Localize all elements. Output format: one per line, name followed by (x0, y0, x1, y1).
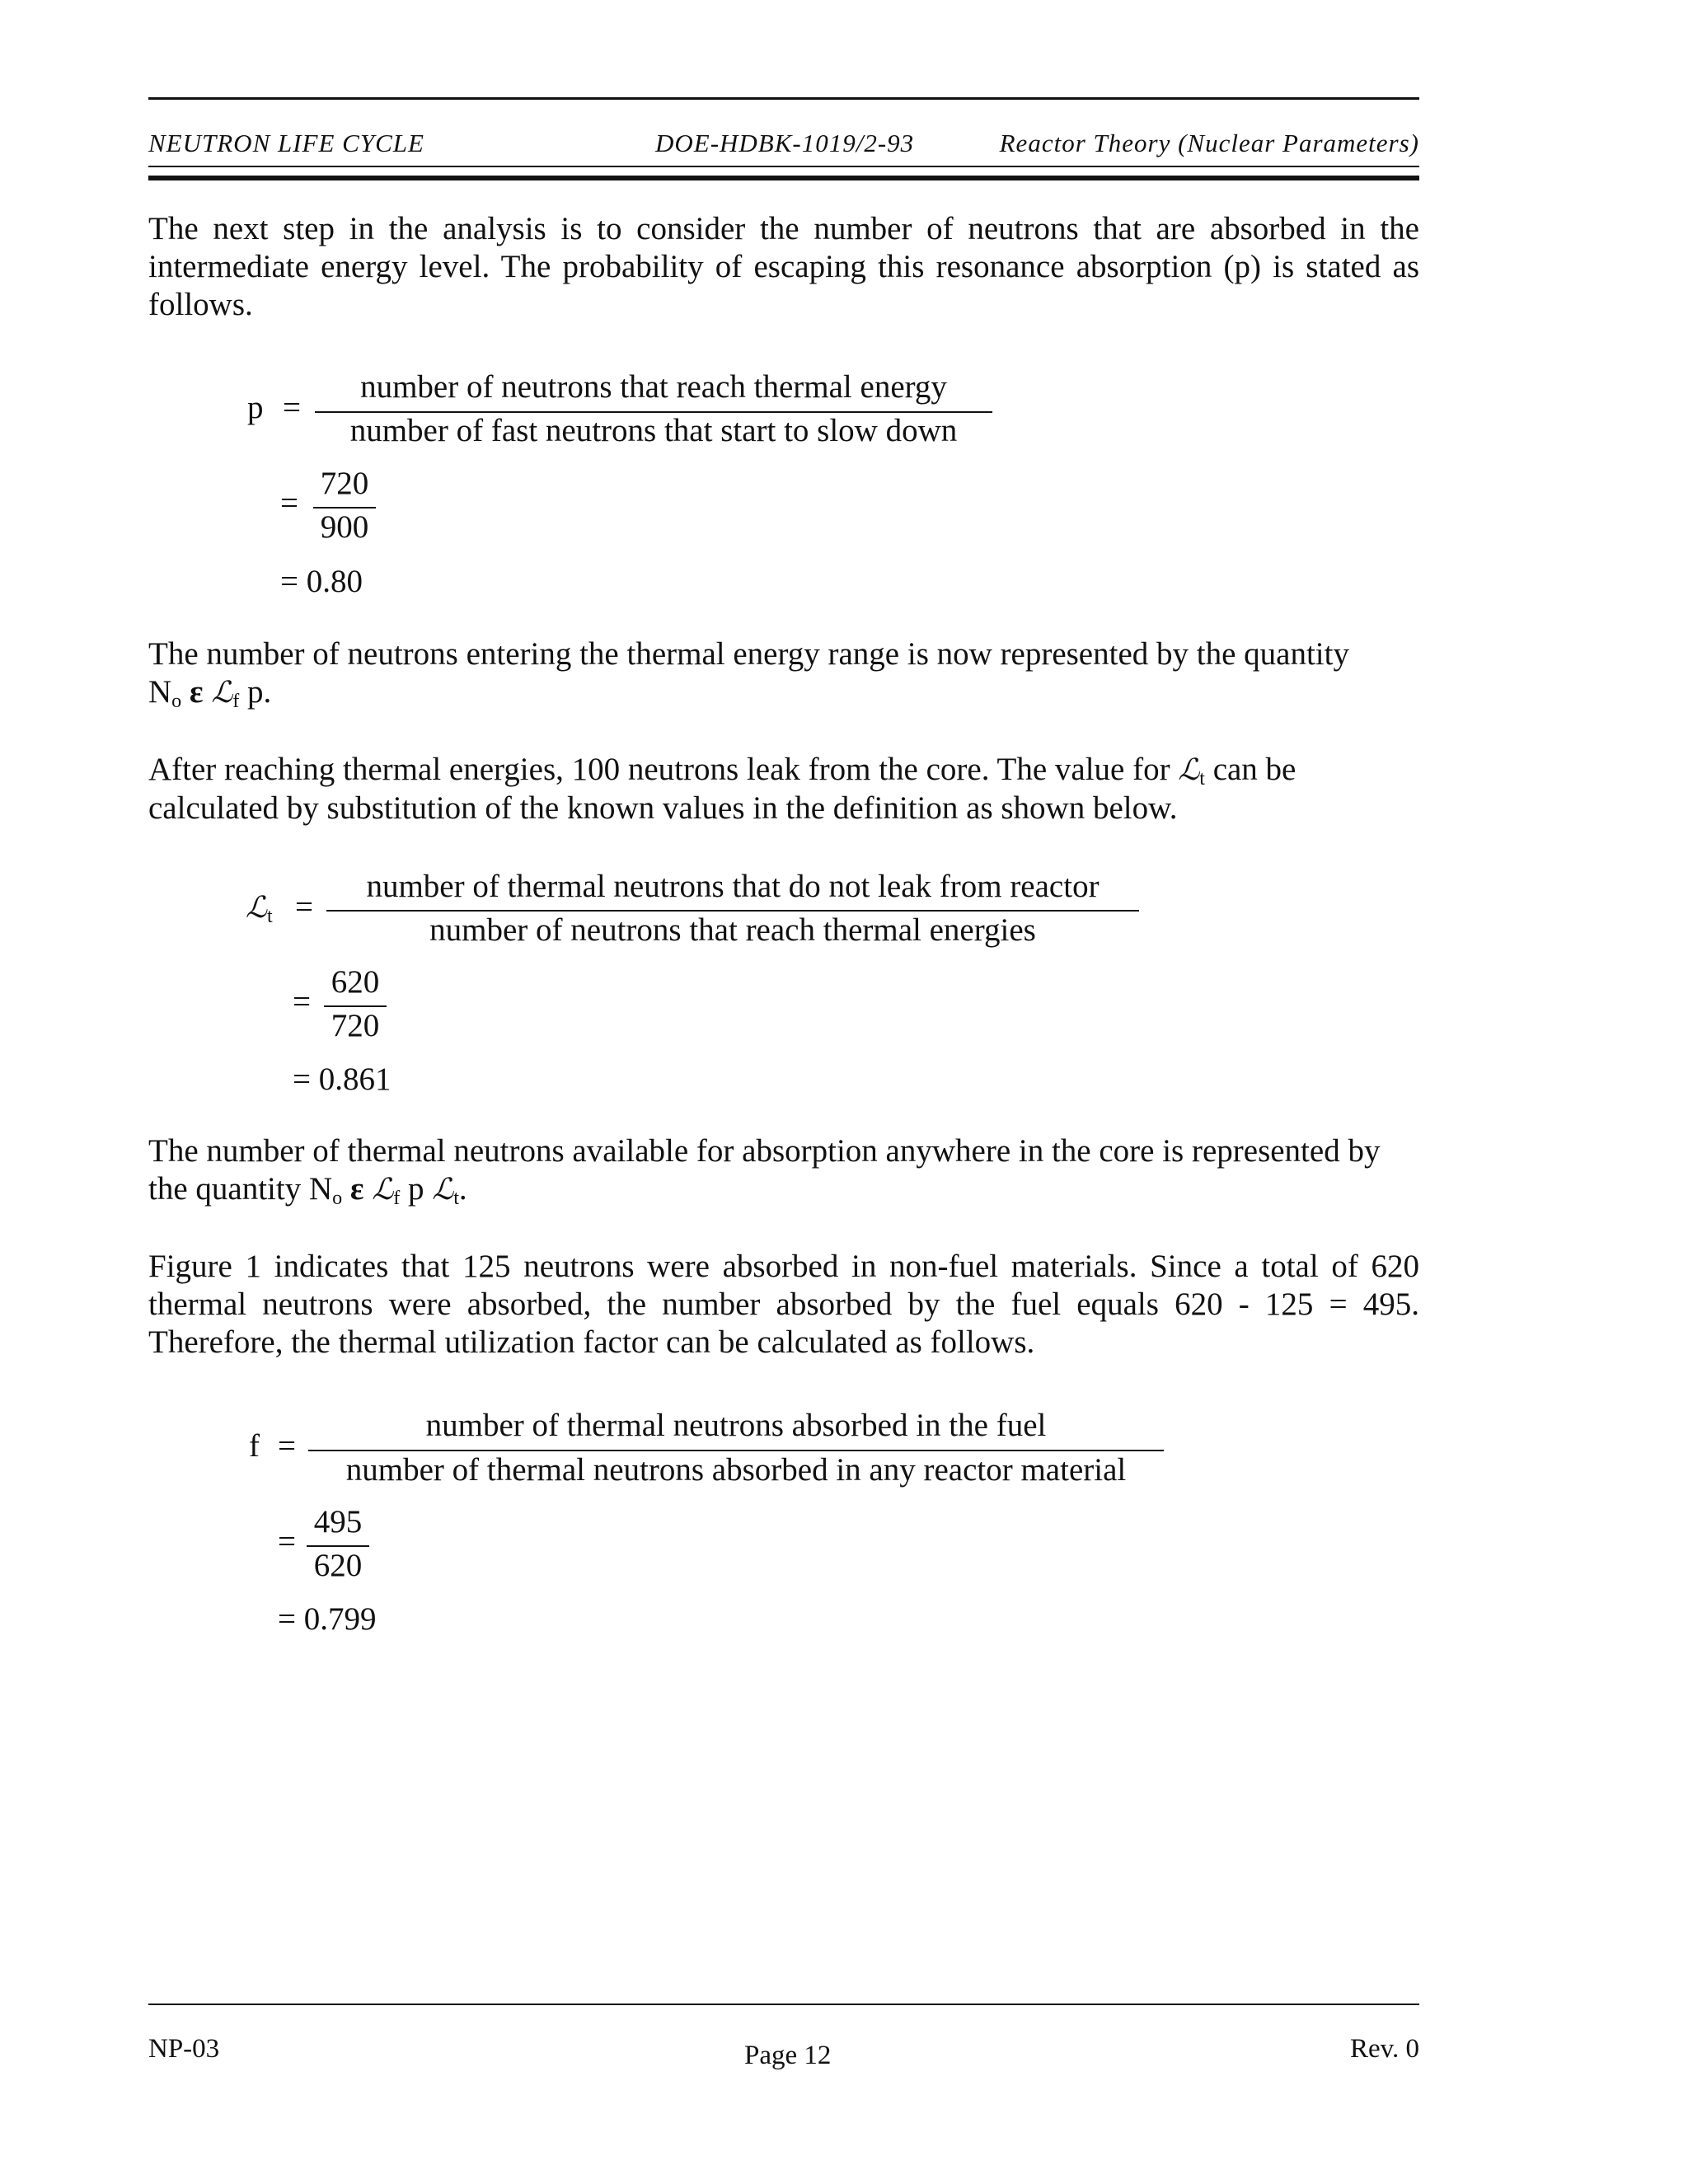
eq-p-lhs: p (247, 390, 264, 425)
eq-p-numerator: number of neutrons that reach thermal energy (360, 369, 947, 405)
eq-lt-numerator: number of thermal neutrons that do not leak from reactor (366, 869, 1100, 904)
eq-f-equals: = (278, 1428, 296, 1464)
eq-lt-equals: = (295, 889, 313, 925)
eq-p-step-denominator: 900 (320, 509, 369, 545)
eq-p-result: = 0.80 (280, 564, 363, 599)
eq-p-step-numerator: 720 (320, 466, 369, 501)
header-top-rule (148, 97, 1419, 100)
header-left: NEUTRON LIFE CYCLE (148, 129, 424, 157)
eq-p-equals: = (283, 390, 301, 425)
paragraph-leakage: After reaching thermal energies, 100 neutrons leak from the core. The value for ℒ$_t$ can be calculated by substitution of the known values in the definition as shown below. (148, 752, 1296, 826)
header-bottom-rule-thin (148, 166, 1419, 167)
eq-p-step-equals: = (280, 485, 298, 521)
eq-p-denominator: number of fast neutrons that start to slow down (349, 413, 958, 448)
eq-f-step-equals: = (278, 1524, 296, 1559)
paragraph-resonance: The next step in the analysis is to consider the number of neutrons that are absorbed in the intermediate energy level. The probability of escaping this resonance absorption (p) is stated as follows. (148, 211, 1419, 322)
eq-f-step-numerator: 495 (313, 1504, 363, 1540)
paragraph-thermal-range (148, 635, 1419, 712)
footer-left: NP-03 (148, 2034, 220, 2064)
eq-f-numerator: number of thermal neutrons absorbed in the fuel (425, 1408, 1047, 1443)
eq-f-lhs: f (249, 1428, 260, 1464)
eq-f-step-denominator: 620 (313, 1548, 363, 1583)
eq-lt-step-equals: = (293, 984, 311, 1019)
eq-lt-result: = 0.861 (293, 1062, 392, 1097)
eq-lt-denominator: number of neutrons that reach thermal energies (429, 912, 1036, 948)
paragraph-available: The number of thermal neutrons available for absorption anywhere in the core is represented by the quantity $N_o$ ε ℒ$_f$ p ℒ$_t$. (148, 1133, 1381, 1209)
paragraph-utilization: Figure 1 indicates that 125 neutrons were absorbed in non-fuel materials. Since a total of 620 thermal neutrons were absorbed, the number absorbed by the fuel equals 620 - 125 = 495. Therefore, the thermal utilization factor can be calculated as follows. (148, 1249, 1419, 1360)
header-bottom-rule-thick (148, 176, 1419, 180)
eq-f-result: = 0.799 (278, 1601, 377, 1637)
eq-lt-step-numerator: 620 (331, 964, 380, 1000)
header-center: DOE-HDBK-1019/2-93 (655, 129, 915, 157)
p2-quantity: $N_o$ ε ℒ$_f$ p. (148, 674, 272, 712)
header-right: Reactor Theory (Nuclear Parameters) (999, 129, 1419, 157)
footer-right: Rev. 0 (1349, 2034, 1419, 2064)
footer-page-number: Page 12 (744, 2041, 832, 2070)
eq-lt-lhs: ℒ$_t$ (246, 891, 273, 927)
p2-text: The number of neutrons entering the thermal energy range is now represented by the quantity (148, 636, 1349, 672)
eq-lt-step-denominator: 720 (331, 1008, 380, 1043)
footer-rule (148, 2004, 1419, 2005)
eq-f-denominator: number of thermal neutrons absorbed in any reactor material (345, 1452, 1127, 1488)
